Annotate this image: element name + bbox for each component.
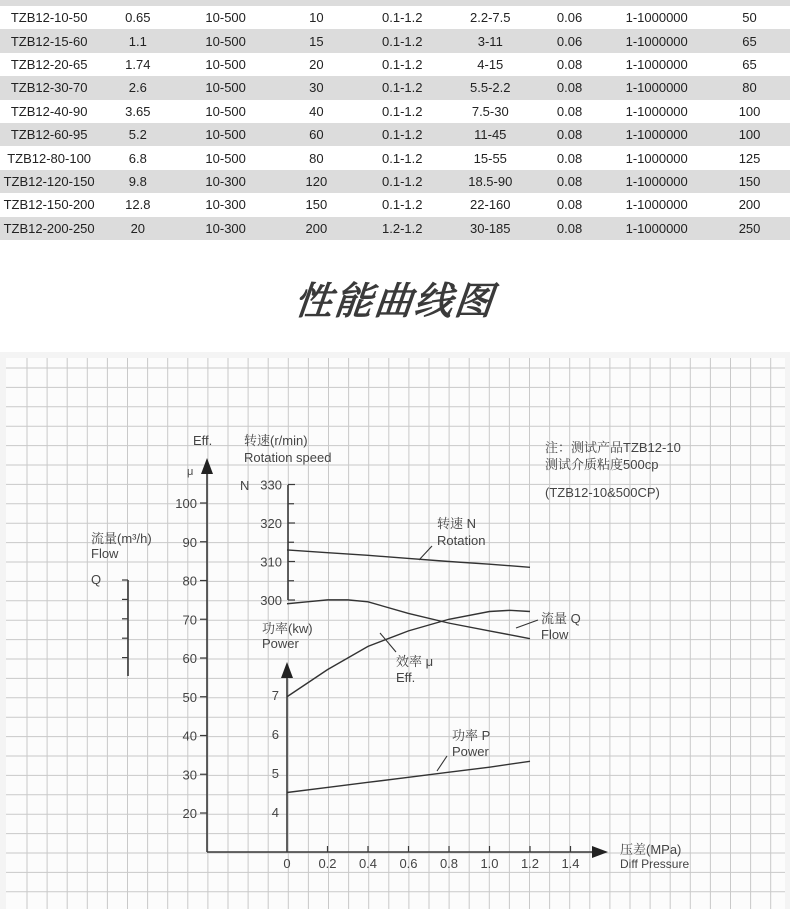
table-cell: 9.8: [98, 170, 177, 193]
x-tick-label: 0.4: [358, 856, 378, 871]
table-cell: 0.1-1.2: [359, 170, 446, 193]
table-cell: 7.5-30: [446, 100, 535, 123]
table-row: [0, 123, 790, 146]
eff-tick-label: 70: [182, 612, 197, 628]
chart-canvas: [0, 352, 790, 909]
power-axis-title-en: Power: [262, 636, 299, 651]
eff-tick-label: 40: [182, 728, 197, 744]
power-tick-label: 7: [271, 688, 279, 703]
table-cell: 20: [274, 53, 359, 76]
table-row: [0, 146, 790, 169]
curve-label-power-cn: 功率 P: [452, 728, 491, 743]
table-cell: 125: [709, 146, 790, 169]
table-cell: TZB12-10-50: [0, 6, 98, 29]
table-cell: 30-185: [446, 217, 535, 240]
table-cell: TZB12-120-150: [0, 170, 98, 193]
table-cell: 0.08: [535, 123, 604, 146]
table-cell: 10-500: [177, 100, 274, 123]
power-tick-label: 4: [271, 805, 279, 820]
table-row: [0, 193, 790, 216]
table-cell: 11-45: [446, 123, 535, 146]
table-cell: 15: [274, 29, 359, 52]
curve-label-rotation-cn: 转速 N: [437, 516, 477, 531]
table-cell: 65: [709, 29, 790, 52]
eff-tick-label: 20: [182, 806, 197, 821]
x-tick-label: 0.6: [399, 856, 418, 871]
table-cell: 150: [709, 170, 790, 193]
table-cell: 10-500: [177, 6, 274, 29]
table-cell: 1-1000000: [604, 29, 709, 52]
x-tick-label: 1.0: [480, 856, 499, 871]
table-cell: 250: [709, 217, 790, 240]
table-row: [0, 100, 790, 123]
rotation-tick-label: 300: [260, 593, 282, 608]
table-cell: 10-300: [177, 193, 274, 216]
eff-tick-label: 100: [175, 496, 197, 511]
table-cell: 0.1-1.2: [359, 6, 446, 29]
chart-note-line3: (TZB12-10&500CP): [545, 485, 660, 500]
table-cell: 0.06: [535, 29, 604, 52]
table-cell: 1-1000000: [604, 100, 709, 123]
x-axis-title-cn: 压差(MPa): [620, 842, 682, 857]
power-axis-title-cn: 功率(kw): [262, 621, 313, 636]
curve-label-eff-cn: 效率 μ: [396, 654, 434, 669]
eff-tick-label: 50: [182, 689, 197, 705]
table-cell: 10-500: [177, 53, 274, 76]
curve-label-power-en: Power: [452, 744, 489, 759]
table-cell: 0.08: [535, 100, 604, 123]
table-cell: TZB12-30-70: [0, 76, 98, 99]
table-cell: 0.08: [535, 146, 604, 169]
table-cell: 10-500: [177, 146, 274, 169]
table-cell: 1-1000000: [604, 170, 709, 193]
table-cell: 1-1000000: [604, 193, 709, 216]
curve-label-flow-cn: 流量 Q: [541, 611, 581, 626]
table-cell: 1-1000000: [604, 53, 709, 76]
table-row: [0, 76, 790, 99]
table-cell: 1-1000000: [604, 6, 709, 29]
table-cell: 100: [709, 100, 790, 123]
table-cell: 4-15: [446, 53, 535, 76]
table-cell: 80: [709, 76, 790, 99]
table-cell: 1-1000000: [604, 146, 709, 169]
curve-label-rotation-en: Rotation: [437, 533, 486, 548]
table-row: [0, 53, 790, 76]
table-cell: 0.08: [535, 170, 604, 193]
table-cell: 0.08: [535, 76, 604, 99]
x-tick-label: 0: [283, 856, 291, 871]
table-cell: 40: [274, 100, 359, 123]
chart-note-line1: 注：测试产品TZB12-10: [545, 440, 681, 455]
table-cell: 50: [709, 6, 790, 29]
table-cell: 0.08: [535, 53, 604, 76]
table-cell: 15-55: [446, 146, 535, 169]
table-row: [0, 170, 790, 193]
table-cell: TZB12-60-95: [0, 123, 98, 146]
table-cell: 0.06: [535, 6, 604, 29]
table-cell: TZB12-40-90: [0, 100, 98, 123]
table-cell: 0.65: [98, 6, 177, 29]
table-row: [0, 29, 790, 52]
table-cell: 2.2-7.5: [446, 6, 535, 29]
curve-label-flow-en: Flow: [541, 627, 569, 642]
table-cell: 0.1-1.2: [359, 193, 446, 216]
table-cell: TZB12-150-200: [0, 193, 98, 216]
rotation-axis-title-cn: 转速(r/min): [244, 433, 308, 448]
performance-chart: [0, 352, 790, 909]
table-cell: 2.6: [98, 76, 177, 99]
table-cell: 0.1-1.2: [359, 29, 446, 52]
table-cell: 1-1000000: [604, 76, 709, 99]
table-cell: 150: [274, 193, 359, 216]
x-tick-label: 0.8: [439, 856, 459, 871]
table-cell: 60: [274, 123, 359, 146]
table-cell: 10-500: [177, 76, 274, 99]
table-cell: 200: [709, 193, 790, 216]
table-cell: 80: [274, 146, 359, 169]
table-cell: 10-300: [177, 170, 274, 193]
table-cell: 6.8: [98, 146, 177, 169]
eff-tick-label: 90: [182, 534, 197, 550]
x-tick-label: 0.2: [318, 856, 337, 871]
table-cell: 30: [274, 76, 359, 99]
table-cell: 0.1-1.2: [359, 76, 446, 99]
table-cell: TZB12-15-60: [0, 29, 98, 52]
table-cell: 0.1-1.2: [359, 123, 446, 146]
table-cell: 18.5-90: [446, 170, 535, 193]
rotation-tick-label: 310: [260, 554, 282, 570]
table-cell: 1.1: [98, 29, 177, 52]
table-cell: 10: [274, 6, 359, 29]
table-cell: 10-500: [177, 29, 274, 52]
table-cell: 10-500: [177, 123, 274, 146]
eff-tick-label: 60: [182, 651, 197, 666]
table-cell: TZB12-200-250: [0, 217, 98, 240]
flow-axis-title-en: Flow: [91, 546, 119, 561]
table-cell: 1.2-1.2: [359, 217, 446, 240]
table-cell: 5.5-2.2: [446, 76, 535, 99]
table-cell: 1-1000000: [604, 217, 709, 240]
table-cell: 3-11: [446, 29, 535, 52]
table-cell: 0.08: [535, 217, 604, 240]
table-cell: 0.08: [535, 193, 604, 216]
flow-axis-symbol: Q: [91, 572, 102, 587]
section-title: 性能曲线图: [292, 279, 497, 323]
table-cell: 10-300: [177, 217, 274, 240]
table-cell: 22-160: [446, 193, 535, 216]
table-cell: TZB12-80-100: [0, 146, 98, 169]
table-cell: 200: [274, 217, 359, 240]
power-tick-label: 6: [271, 727, 279, 742]
eff-axis-symbol: μ: [187, 466, 194, 478]
flow-axis-title-cn: 流量(m³/h): [91, 531, 152, 546]
chart-note-line2: 测试介质粘度500cp: [545, 457, 659, 472]
table-cell: TZB12-20-65: [0, 53, 98, 76]
table-cell: 0.1-1.2: [359, 53, 446, 76]
rotation-tick-label: 320: [260, 516, 282, 531]
table-cell: 1.74: [98, 53, 177, 76]
power-tick-label: 5: [271, 766, 279, 781]
table-cell: 20: [98, 217, 177, 240]
table-row: [0, 6, 790, 29]
table-row: [0, 217, 790, 240]
spec-table: [0, 6, 790, 240]
eff-axis-title: Eff.: [193, 433, 213, 448]
eff-tick-label: 80: [182, 573, 197, 589]
table-cell: 0.1-1.2: [359, 100, 446, 123]
rotation-axis-symbol: N: [240, 478, 250, 493]
eff-tick-label: 30: [182, 767, 197, 783]
table-cell: 65: [709, 53, 790, 76]
table-cell: 12.8: [98, 193, 177, 216]
x-axis-title-en: Diff Pressure: [620, 857, 690, 871]
x-tick-label: 1.2: [520, 856, 540, 871]
table-cell: 100: [709, 123, 790, 146]
table-cell: 0.1-1.2: [359, 146, 446, 169]
table-cell: 1-1000000: [604, 123, 709, 146]
table-cell: 3.65: [98, 100, 177, 123]
rotation-axis-title-en: Rotation speed: [244, 450, 332, 465]
x-tick-label: 1.4: [561, 856, 580, 871]
table-cell: 5.2: [98, 123, 177, 146]
rotation-tick-label: 330: [260, 477, 282, 493]
table-cell: 120: [274, 170, 359, 193]
curve-label-eff-en: Eff.: [396, 670, 416, 685]
